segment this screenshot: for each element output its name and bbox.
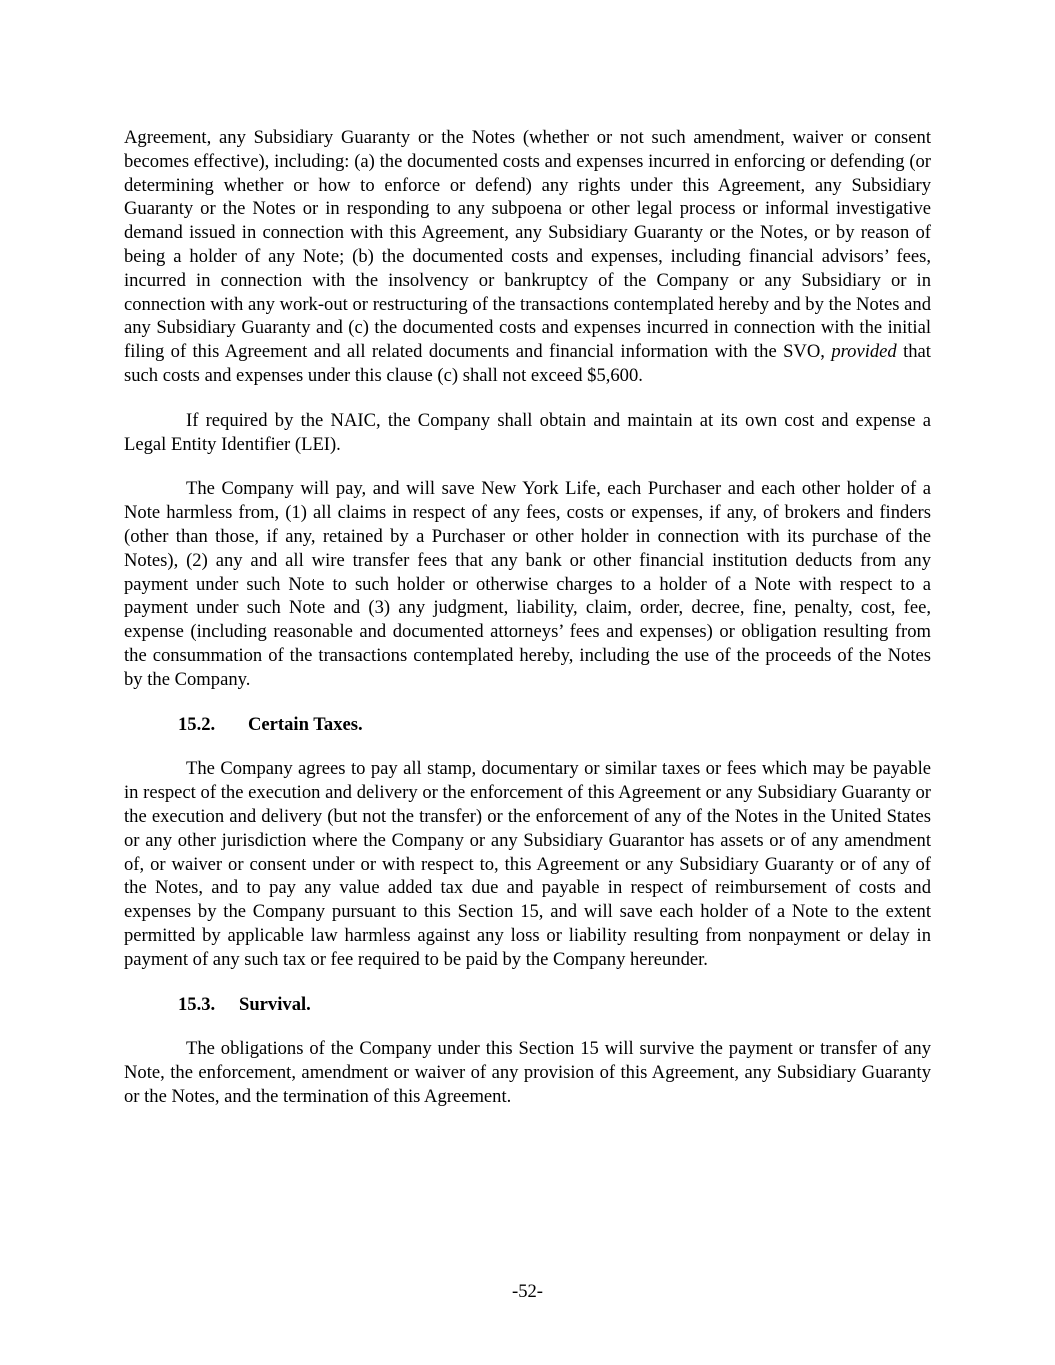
paragraph-text: Agreement, any Subsidiary Guaranty or the Notes (whether or not such amendment, waiver or consent becomes effective), including: (a) the documented costs and expenses incurred in enforcing or defending (or determining whether or how to enforce or defend) any rights under this Agreement, any Subsidiary Guaranty or the Notes or in responding to any subpoena or other legal process or informal investigative demand issued in connection with this Agreement, any Subsidiary Guaranty or the Notes, or by reason of being a holder of any Note; (b) the documented costs and expenses, including financial advisors’ fees, incurred in connection with the insolvency or bankruptcy of the Company or any Subsidiary or in connection with any work-out or restructuring of the transactions contemplated hereby and by the Notes and any Subsidiary Guaranty and (c) the documented costs and expenses incurred in connection with the initial filing of this Agreement and all related documents and financial information with the SVO,	[124, 127, 931, 363]
section-heading-15-2	[178, 713, 931, 737]
section-title: Certain Taxes.	[248, 713, 363, 735]
paragraph-survival: The obligations of the Company under this Section 15 will survive the payment or transfer of any Note, the enforcement, amendment or waiver of any provision of this Agreement, any Subsidiary Guaranty or the Notes, and the termination of this Agreement.	[124, 1038, 931, 1107]
paragraph-harmless: The Company will pay, and will save New York Life, each Purchaser and each other holder of a Note harmless from, (1) all claims in respect of any fees, costs or expenses, if any, of brokers and finders (other than those, if any, retained by a Purchaser or other holder in connection with its purchase of the Notes), (2) any and all wire transfer fees that any bank or other financial institution deducts from any payment under such Note to such holder or otherwise charges to a holder of a Note with respect to a payment under such Note and (3) any judgment, liability, claim, order, decree, fine, penalty, cost, fee, expense (including reasonable and documented attorneys’ fees and expenses) or obligation resulting from the consummation of the transactions contemplated hereby, including the use of the proceeds of the Notes by the Company.	[124, 478, 931, 690]
section-title: Survival.	[239, 993, 311, 1015]
document-body	[124, 126, 931, 1130]
paragraph-lei: If required by the NAIC, the Company shall obtain and maintain at its own cost and expense a Legal Entity Identifier (LEI).	[124, 409, 931, 455]
paragraph-certain-taxes: The Company agrees to pay all stamp, documentary or similar taxes or fees which may be payable in respect of the execution and delivery or the enforcement of this Agreement or any Subsidiary Guaranty or the execution and delivery (but not the transfer) or the enforcement of any of the Notes in the United States or any other jurisdiction where the Company or any Subsidiary Guarantor has assets or of any amendment of, or waiver or consent under or with respect to, this Agreement or any Subsidiary Guaranty or of any of the Notes, and to pay any value added tax due and payable in respect of reimbursement of costs and expenses by the Company pursuant to this Section 15, and will save each holder of a Note to the extent permitted by applicable law harmless against any loss or liability resulting from nonpayment or delay in payment of any such tax or fee required to be paid by the Company hereunder.	[124, 758, 931, 970]
page-number: -52-	[512, 1281, 543, 1302]
paragraph-text: that such costs and expenses under this clause (c) shall not exceed $5,600.	[124, 341, 931, 386]
paragraph-continued-expenses	[124, 126, 931, 388]
italic-term-provided: provided	[831, 341, 897, 363]
section-heading-15-3	[178, 993, 931, 1017]
section-number: 15.3.	[178, 993, 216, 1015]
section-number: 15.2.	[178, 713, 216, 735]
